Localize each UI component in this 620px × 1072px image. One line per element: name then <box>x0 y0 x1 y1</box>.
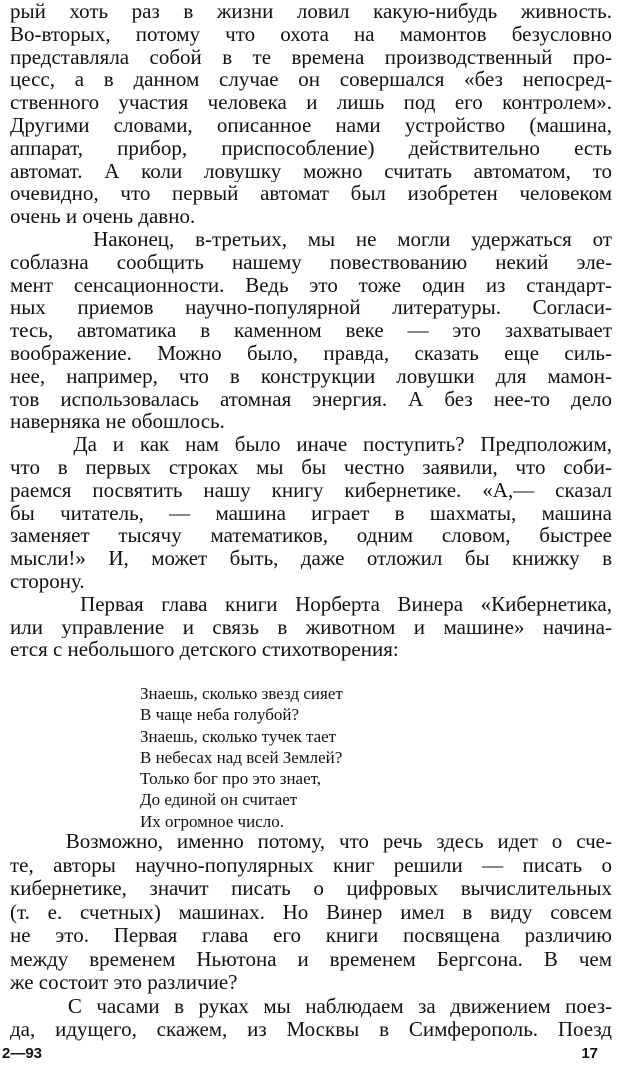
text-line: раемся посвятить нашу книгу кибернетике. «А,— сказал <box>10 478 612 502</box>
text-line: бы читатель, — машина играет в шахматы, машина <box>10 501 612 525</box>
text-line: между временем Ньютона и временем Бергсона. В чем <box>10 947 612 971</box>
text-line: тов использовалась атомная энергия. А без нее-то дело <box>10 387 612 411</box>
text-line: да, идущего, скажем, из Москвы в Симферополь. Поезд <box>10 1018 612 1041</box>
text-line: воображение. Можно было, правда, сказать еще силь- <box>10 341 612 365</box>
poem-line: Знаешь, сколько звезд сияет <box>140 684 343 703</box>
text-line: что в первых строках мы бы честно заявили, что соби- <box>10 455 612 479</box>
text-block-bottom <box>10 830 612 1042</box>
text-line: наверняка не обошлось. <box>10 410 225 434</box>
text-line: Первая глава книги Норберта Винера «Кибернетика, <box>10 592 612 616</box>
text-line: кибернетике, значит писать о цифровых вычислительных <box>10 877 612 900</box>
poem-line: В небесах над всей Землей? <box>140 747 343 767</box>
text-line: ется с небольшого детского стихотворения: <box>10 638 399 662</box>
poem-line: Только бог про это знает, <box>140 769 322 789</box>
text-line: тесь, автоматика в каменном веке — это захватывает <box>10 319 612 342</box>
text-line: не это. Первая глава его книги посвящена различию <box>10 924 612 947</box>
poem <box>140 683 460 832</box>
text-line: Во-вторых, потому что охота на мамонтов безусловно <box>10 22 612 46</box>
text-line: Другими словами, описанное нами устройство (машина, <box>10 113 612 137</box>
text-line: рый хоть раз в жизни ловил какую-нибудь живность. <box>10 0 612 23</box>
poem-line: В чаще неба голубой? <box>140 705 300 725</box>
text-line: ственного участия человека и лишь под его контролем». <box>10 91 612 114</box>
text-line: представляла собой в те времена производственный про- <box>10 45 612 69</box>
text-line: Наконец, в-третьих, мы не могли удержаться от <box>10 227 612 251</box>
text-line: очевидно, что первый автомат был изобретен человеком <box>10 182 612 206</box>
text-line: же состоит это различие? <box>10 971 238 994</box>
text-line: автомат. А коли ловушку можно считать автоматом, то <box>10 159 612 183</box>
text-line: соблазна сообщить нашему повествованию некий эле- <box>10 250 612 274</box>
text-line: (т. е. счетных) машинах. Но Винер имел в виду совсем <box>10 900 612 924</box>
text-line: заменяет тысячу математиков, одним словом, быстрее <box>10 524 612 548</box>
text-line: С часами в руках мы наблюдаем за движением поез- <box>10 994 612 1018</box>
poem-line: Знаешь, сколько тучек тает <box>140 726 337 746</box>
text-line: Да и как нам было иначе поступить? Предположим, <box>10 433 612 456</box>
text-line: мысли!» И, может быть, даже отложил бы книжку в <box>10 547 612 570</box>
text-line: цесс, а в данном случае он совершался «без непосред- <box>10 68 612 92</box>
text-line: сторону. <box>10 569 85 593</box>
text-line: аппарат, прибор, приспособление) действительно есть <box>10 136 612 160</box>
poem-line: До единой он считает <box>140 790 298 810</box>
text-block-top <box>10 0 612 661</box>
text-line: те, авторы научно-популярных книг решили — писать о <box>10 853 612 877</box>
text-line: очень и очень давно. <box>10 205 196 228</box>
poem-line: Их огромное число. <box>140 811 284 831</box>
text-line: ных приемов научно-популярной литературы. Согласи- <box>10 296 612 320</box>
text-line: нее, например, что в конструкции ловушки для мамон- <box>10 364 612 388</box>
text-line: или управление и связь в животном и машине» начина- <box>10 615 612 639</box>
printer-signature: 2—93 <box>2 1045 43 1062</box>
text-line: мент сенсационности. Ведь это тоже один из стандарт- <box>10 273 612 297</box>
text-line: Возможно, именно потому, что речь здесь идет о сче- <box>10 830 612 853</box>
page-number: 17 <box>581 1045 598 1062</box>
